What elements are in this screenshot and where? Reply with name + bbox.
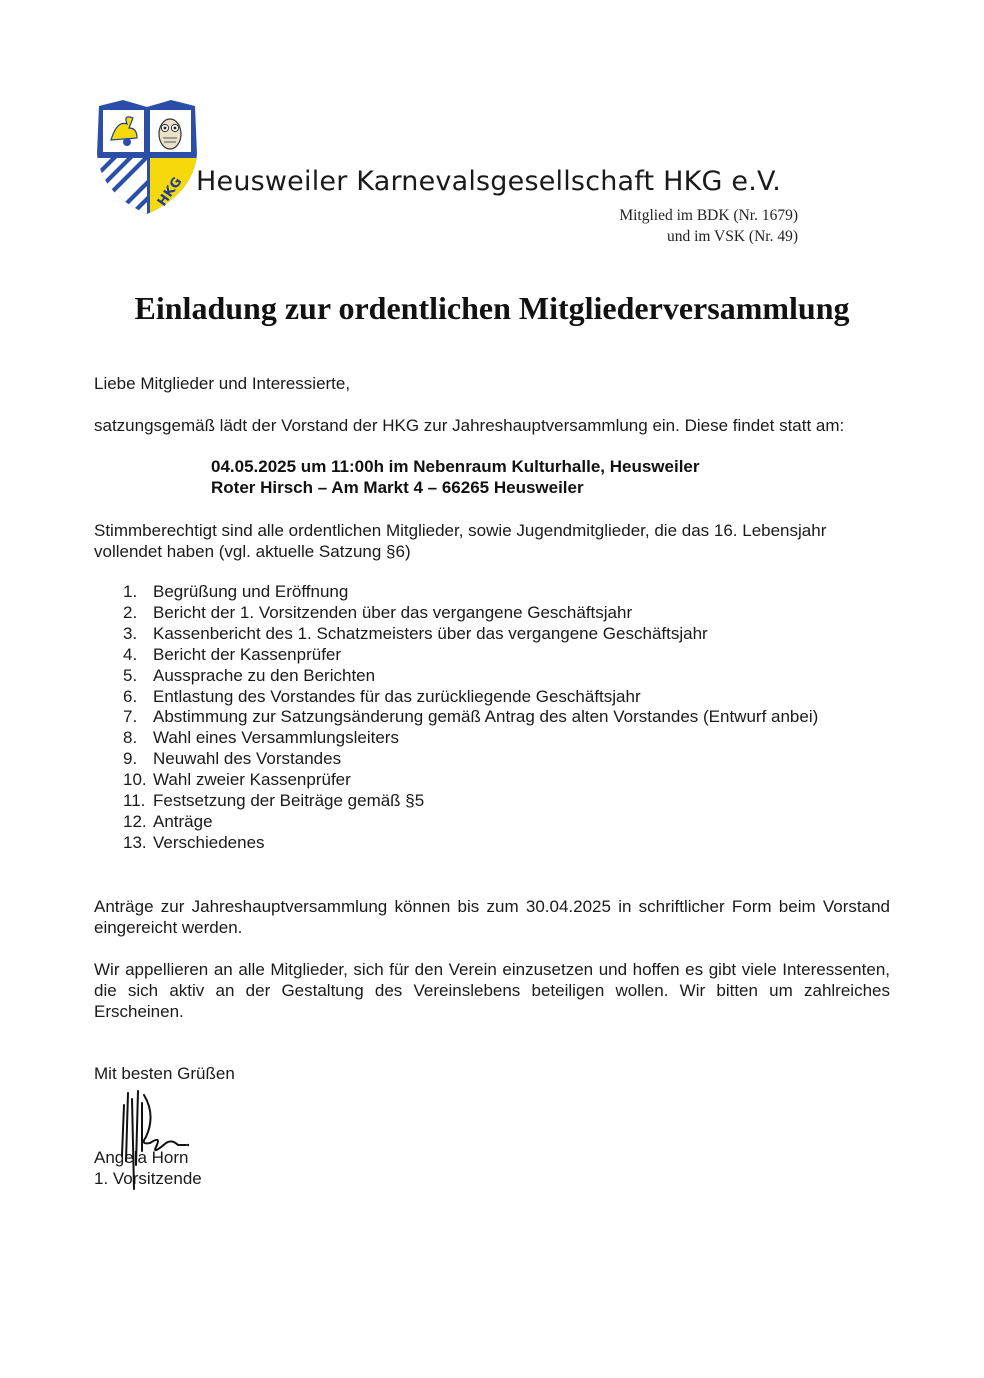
agenda-item-text: Bericht der Kassenprüfer: [153, 644, 342, 664]
agenda-item: [94, 707, 818, 728]
agenda-item-number: 9.: [123, 749, 138, 769]
agenda-item-number: 2.: [123, 602, 138, 622]
agenda-item-number: 3.: [123, 623, 138, 643]
agenda-item: [94, 728, 818, 749]
agenda-item: [94, 791, 818, 812]
agenda-item-number: 5.: [123, 665, 138, 685]
logo-text: HKG: [154, 174, 186, 210]
agenda-item: [94, 666, 818, 687]
agenda-item-number: 11.: [123, 791, 146, 811]
agenda-item: [94, 749, 818, 770]
membership-vsk: und im VSK (Nr. 49): [666, 228, 798, 245]
organization-name: Heusweiler Karnevalsgesellschaft HKG e.V.: [196, 166, 781, 197]
agenda-item-text: Begrüßung und Eröffnung: [153, 582, 349, 601]
closing-greeting: Mit besten Grüßen: [94, 1064, 235, 1083]
signer-role: 1. Vorsitzende: [94, 1169, 202, 1188]
agenda-item-text: Wahl eines Versammlungsleiters: [153, 728, 399, 748]
agenda-item-number: 1.: [123, 582, 138, 601]
agenda-item-text: Bericht der 1. Vorsitzenden über das vergangene Geschäftsjahr: [153, 602, 633, 622]
agenda-item: [94, 582, 818, 603]
agenda-item-number: 13.: [123, 832, 147, 852]
club-logo: [93, 98, 201, 216]
agenda-item-number: 7.: [123, 707, 138, 727]
agenda-item-text: Verschiedenes: [153, 832, 265, 852]
membership-bdk: Mitglied im BDK (Nr. 1679): [619, 207, 798, 224]
agenda-item: [94, 603, 818, 624]
signer-name: Angela Horn: [94, 1148, 189, 1167]
handwritten-signature: [112, 1085, 198, 1191]
agenda-item-number: 10.: [123, 770, 147, 790]
agenda-item: [94, 645, 818, 666]
salutation: Liebe Mitglieder und Interessierte,: [94, 374, 351, 393]
agenda-list: [94, 582, 818, 854]
agenda-item: [94, 687, 818, 708]
agenda-item: [94, 624, 818, 645]
eligibility-paragraph: Stimmberechtigt sind alle ordentlichen Mitglieder, sowie Jugendmitglieder, die das 16. Lebensjahr vollendet haben (vgl. aktuelle Satzung §6): [94, 521, 827, 561]
agenda-item-text: Entlastung des Vorstandes für das zurückliegende Geschäftsjahr: [153, 686, 641, 706]
agenda-item: [94, 833, 818, 854]
agenda-item-number: 12.: [123, 811, 147, 831]
agenda-item-text: Neuwahl des Vorstandes: [153, 749, 342, 769]
agenda-item-text: Festsetzung der Beiträge gemäß §5: [153, 791, 425, 811]
agenda-item-text: Aussprache zu den Berichten: [153, 665, 376, 685]
event-details: [211, 457, 699, 498]
agenda-item: [94, 770, 818, 791]
event-address: Roter Hirsch – Am Markt 4 – 66265 Heusweiler: [211, 477, 584, 497]
appeal-paragraph: Wir appellieren an alle Mitglieder, sich für den Verein einzusetzen und hoffen es gibt viele Interessenten, die sich aktiv an der Gestaltung des Vereinslebens beteiligen wollen. Wir bitten um zahlreiches Erscheinen.: [94, 960, 890, 1021]
agenda-item-text: Anträge: [153, 811, 213, 831]
document-title: Einladung zur ordentlichen Mitgliederversammlung: [134, 290, 850, 326]
intro-paragraph: satzungsgemäß lädt der Vorstand der HKG zur Jahreshauptversammlung ein. Diese findet statt am:: [94, 416, 845, 435]
event-date-location: 04.05.2025 um 11:00h im Nebenraum Kulturhalle, Heusweiler: [211, 457, 700, 476]
agenda-item-number: 8.: [123, 728, 138, 748]
agenda-item-number: 4.: [123, 644, 138, 664]
agenda-item-text: Kassenbericht des 1. Schatzmeisters über das vergangene Geschäftsjahr: [153, 623, 708, 643]
motions-paragraph: Anträge zur Jahreshauptversammlung können bis zum 30.04.2025 in schriftlicher Form beim Vorstand eingereicht werden.: [94, 897, 890, 937]
agenda-item: [94, 812, 818, 833]
agenda-item-text: Wahl zweier Kassenprüfer: [153, 770, 351, 790]
membership-info: [619, 205, 798, 247]
agenda-item-text: Abstimmung zur Satzungsänderung gemäß Antrag des alten Vorstandes (Entwurf anbei): [153, 707, 819, 727]
agenda-item-number: 6.: [123, 686, 138, 706]
